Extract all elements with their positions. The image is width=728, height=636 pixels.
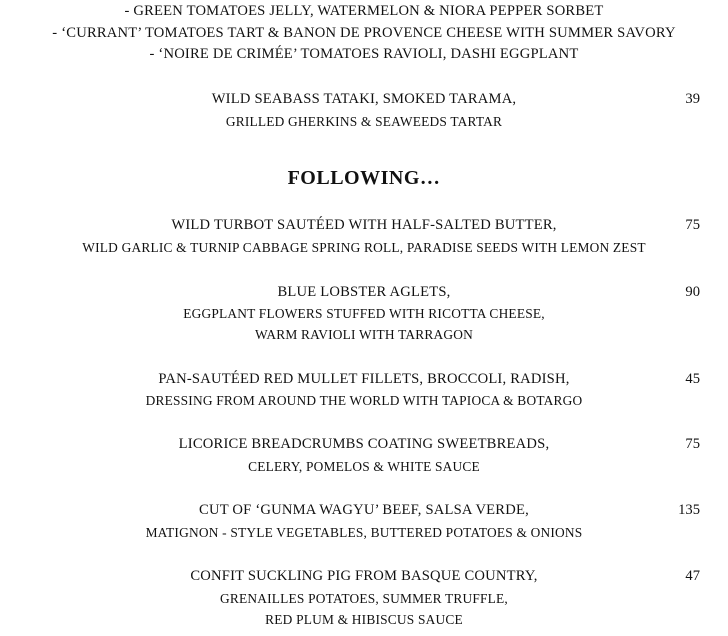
dish-description: WARM RAVIOLI WITH TARRAGON xyxy=(254,327,473,342)
dish-price: 75 xyxy=(685,217,700,233)
dish-description: GRILLED GHERKINS & SEAWEEDS TARTAR xyxy=(225,114,503,129)
intro-line: - ‘CURRANT’ TOMATOES TART & BANON DE PROVENCE CHEESE WITH SUMMER SAVORY xyxy=(52,25,676,41)
dish-title: CONFIT SUCKLING PIG FROM BASQUE COUNTRY, xyxy=(190,568,538,584)
dish-description: MATIGNON - STYLE VEGETABLES, BUTTERED POTATOES & ONIONS xyxy=(145,525,583,540)
dish-description: DRESSING FROM AROUND THE WORLD WITH TAPIOCA & BOTARGO xyxy=(145,393,583,408)
section-heading: FOLLOWING… xyxy=(287,167,441,189)
dish-price: 135 xyxy=(678,502,700,518)
dish-title: WILD TURBOT SAUTÉED WITH HALF-SALTED BUTTER, xyxy=(171,217,557,233)
intro-line: - ‘NOIRE DE CRIMÉE’ TOMATOES RAVIOLI, DASHI EGGPLANT xyxy=(149,46,579,62)
dish-description: WILD GARLIC & TURNIP CABBAGE SPRING ROLL, PARADISE SEEDS WITH LEMON ZEST xyxy=(82,240,646,255)
dish-title: WILD SEABASS TATAKI, SMOKED TARAMA, xyxy=(211,91,517,107)
dish-title: PAN-SAUTÉED RED MULLET FILLETS, BROCCOLI, RADISH, xyxy=(158,371,570,387)
dish-title: CUT OF ‘GUNMA WAGYU’ BEEF, SALSA VERDE, xyxy=(199,502,529,518)
dish-title: BLUE LOBSTER AGLETS, xyxy=(277,284,451,300)
dish-price: 90 xyxy=(685,284,700,300)
dish-description: GRENAILLES POTATOES, SUMMER TRUFFLE, xyxy=(220,591,508,606)
dish-price: 47 xyxy=(685,568,700,584)
dish-description: EGGPLANT FLOWERS STUFFED WITH RICOTTA CHEESE, xyxy=(183,306,545,321)
dish-price: 45 xyxy=(685,371,700,387)
intro-line: - GREEN TOMATOES JELLY, WATERMELON & NIORA PEPPER SORBET xyxy=(124,3,604,19)
dish-description: RED PLUM & HIBISCUS SAUCE xyxy=(265,612,463,627)
dish-description: CELERY, POMELOS & WHITE SAUCE xyxy=(248,459,480,474)
dish-title: LICORICE BREADCRUMBS COATING SWEETBREADS, xyxy=(178,436,550,452)
dish-price: 75 xyxy=(685,436,700,452)
dish-price: 39 xyxy=(685,91,700,107)
